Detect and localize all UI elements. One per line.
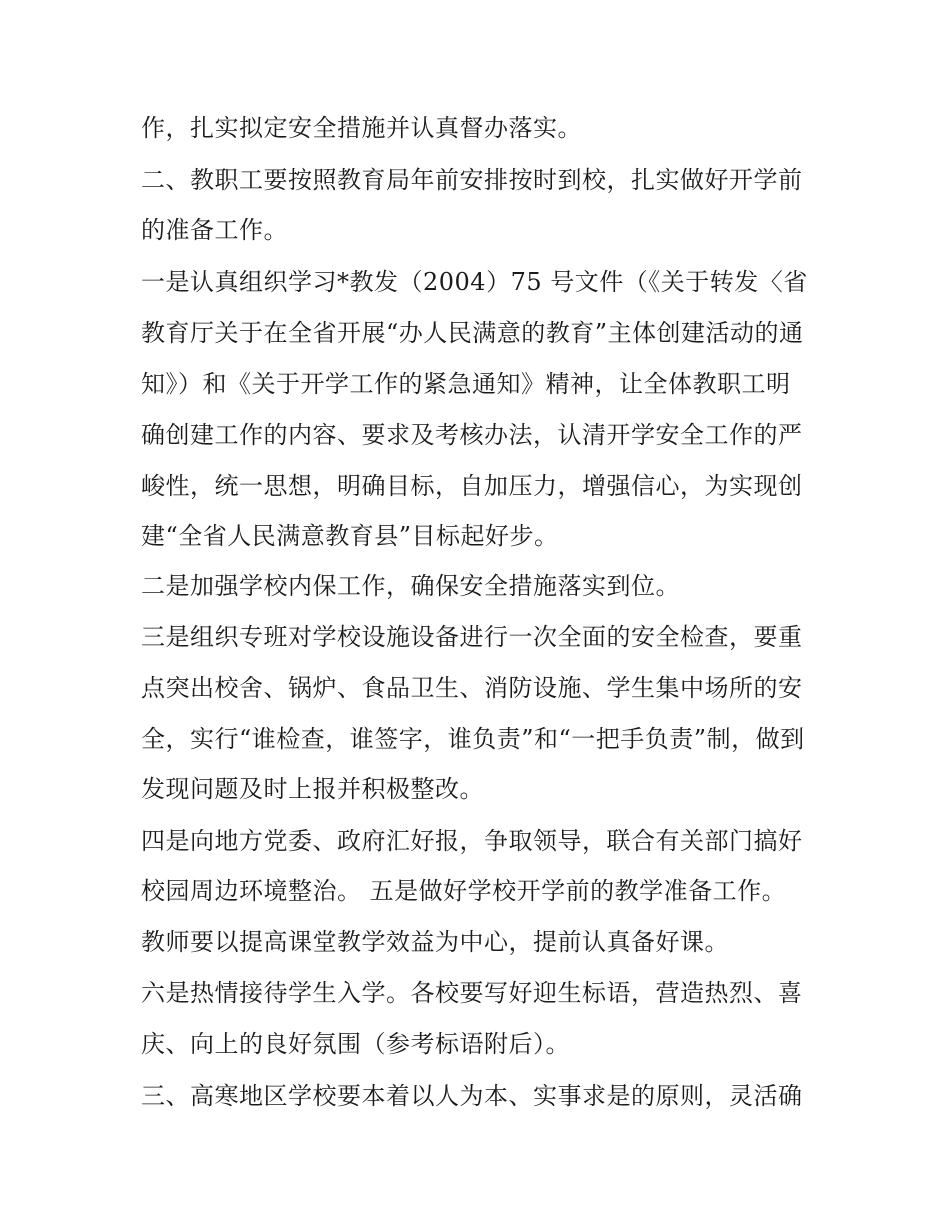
text-line: 三是组织专班对学校设施设备进行一次全面的安全检查，要重 (141, 623, 803, 651)
text-line: 的准备工作。 (141, 216, 288, 244)
text-line: 二是加强学校内保工作，确保安全措施落实到位。 (141, 572, 680, 600)
text-line: 确创建工作的内容、要求及考核办法，认清开学安全工作的严 (141, 421, 803, 449)
text-line: 一是认真组织学习*教发（2004）75 号文件（《关于转发〈省 (141, 268, 808, 296)
text-line: 二、教职工要按照教育局年前安排按时到校，扎实做好开学前 (141, 166, 803, 194)
text-line: 庆、向上的良好氛围（参考标语附后）。 (141, 1030, 570, 1058)
text-line: 发现问题及时上报并积极整改。 (141, 775, 484, 803)
text-line: 教育厅关于在全省开展“办人民满意的教育”主体创建活动的通 (141, 319, 804, 347)
text-line: 知》）和《关于开学工作的紧急通知》精神，让全体教职工明 (141, 370, 791, 398)
text-line: 六是热情接待学生入学。各校要写好迎生标语，营造热烈、喜 (141, 979, 803, 1007)
text-line: 三、高寒地区学校要本着以人为本、实事求是的原则，灵活确 (141, 1082, 803, 1110)
text-line: 作，扎实拟定安全措施并认真督办落实。 (141, 114, 582, 142)
text-line: 峻性，统一思想，明确目标，自加压力，增强信心，为实现创 (141, 472, 803, 500)
text-line: 点突出校舍、锅炉、食品卫生、消防设施、学生集中场所的安 (141, 674, 803, 702)
text-line: 校园周边环境整治。 五是做好学校开学前的教学准备工作。 (141, 877, 787, 905)
text-line: 四是向地方党委、政府汇好报，争取领导，联合有关部门搞好 (141, 827, 803, 855)
text-line: 教师要以提高课堂教学效益为中心，提前认真备好课。 (141, 928, 729, 956)
text-line: 建“全省人民满意教育县”目标起好步。 (141, 522, 559, 550)
text-line: 全，实行“谁检查，谁签字，谁负责”和“一把手负责”制，做到 (141, 725, 805, 753)
